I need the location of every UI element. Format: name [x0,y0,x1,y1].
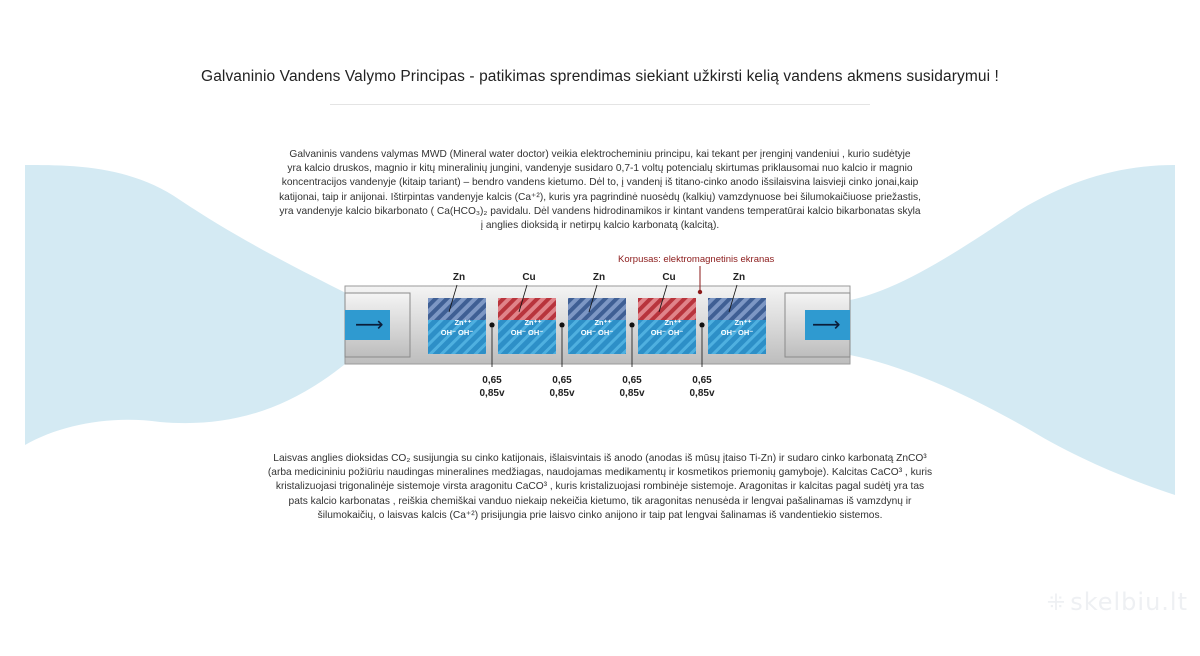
voltage-value-high: 0,85v [689,388,715,399]
zinc-ion-label: Zn⁺⁺ [594,318,612,327]
voltage-point [489,322,494,327]
explanation-line: Laisvas anglies dioksidas CO₂ susijungia su cinko katijonais, išlaisvintais iš anodo (anodas iš mūsų įtaiso Ti-Zn) ir sudaro cinko karbonatą ZnCO³ [273,453,927,464]
metal-label: Cu [662,272,676,283]
hydroxide-ion-label: OH⁻ OH⁻ [720,328,754,337]
voltage-point [699,322,704,327]
watermark-text: skelbiu.lt [1070,588,1188,616]
intro-line: yra kalcio druskos, magnio ir kitų mineralinių jungini, vandenyje susidaro 0,7-1 voltų potencialų skirtumas priklausomai nuo kalcio ir magnio [287,163,913,175]
intro-line: katijonai, taip ir anijonai. Ištirpintas vandenyje kalcis (Ca⁺²), kuris yra pagrindinė nuosėdų (kalkių) vamzdynuose bei šilumokaičiuose priežastis, [279,191,921,203]
explanation-line: kristalizuojasi trigonalinėje sistemoje virsta aragonitu CaCO³ , kuris kristalizuojasi rombinėje sistemoje. Aragonitas ir kalcitas pagal sudėtį yra tas [275,481,925,493]
page-title: Galvaninio Vandens Valymo Principas - patikimas sprendimas siekiant užkirsti kelią vandens akmens susidarymui ! [201,68,999,85]
skelbiu-logo-icon: ⁜ [1046,591,1067,616]
zinc-electrode [568,298,626,320]
zinc-ion-label: Zn⁺⁺ [524,318,542,327]
hydroxide-ion-label: OH⁻ OH⁻ [440,328,474,337]
title-divider [330,104,870,105]
intro-line: koncentracijos vandenyje (kitaip tariant) – bendro vandens kietumo. Dėl to, į vandenį iš titano-cinko anodo išsilaisvina laisvieji cinko jonai,kaip [281,177,919,189]
metal-label: Zn [452,272,466,283]
zinc-ion-label: Zn⁺⁺ [734,318,752,327]
voltage-point [629,322,634,327]
metal-label: Zn [732,272,746,283]
intro-line: į anglies dioksidą ir netirpų kalcio karbonatą (kalcitą). [480,220,720,232]
zinc-electrode [428,298,486,320]
casing-leader-dot [698,290,702,294]
explanation-paragraph [225,452,975,523]
voltage-value-high: 0,85v [619,388,645,399]
copper-electrode [498,298,556,320]
copper-electrode [638,298,696,320]
voltage-value-low: 0,65 [692,375,712,386]
explanation-line: pats kalcio karbonatas , reiškia chemiškai vanduo niekaip nekeičia kietumo, tik aragonitas nenusėda ir lengvai pašalinamas iš vamzdynų ir [288,495,912,507]
metal-label: Cu [522,272,536,283]
hydroxide-ion-label: OH⁻ OH⁻ [580,328,614,337]
voltage-value-high: 0,85v [479,388,505,399]
intro-line: yra vandenyje kalcio bikarbonato ( Ca(HCO₃)₂ pavidalu. Dėl vandens hidrodinamikos ir kintant vandens temperatūrai kalcio bikarbonatas skyla [279,205,921,217]
hydroxide-ion-label: OH⁻ OH⁻ [650,328,684,337]
voltage-value-low: 0,65 [622,375,642,386]
metal-label: Zn [592,272,606,283]
voltage-value-high: 0,85v [549,388,575,399]
voltage-value-low: 0,65 [552,375,572,386]
explanation-line: (arba medicininiu požiūriu naudingas mineralines medžiagas, naudojamas medikamentų ir kosmetikos priemonių gamyboje). Kalcitas CaCO³ , kuris [267,467,933,479]
voltage-value-low: 0,65 [482,375,502,386]
voltage-point [559,322,564,327]
casing-label: Korpusas: elektromagnetinis ekranas [618,254,775,265]
explanation-line: šilumokaičių, o laisvas kalcis (Ca⁺²) prisijungia prie laisvo cinko anijono ir taip pat lengvai šalinamas iš vandentiekio sistemos. [317,509,883,521]
zinc-ion-label: Zn⁺⁺ [454,318,472,327]
hydroxide-ion-label: OH⁻ OH⁻ [510,328,544,337]
zinc-ion-label: Zn⁺⁺ [664,318,682,327]
flow-arrow-in-icon: ⟶ [355,312,384,336]
zinc-electrode [708,298,766,320]
intro-line: Galvaninis vandens valymas MWD (Mineral water doctor) veikia elektrocheminiu principu, kai tekant per įrenginį vandeniui , kurio sudėtyje [289,149,911,160]
watermark [1047,588,1188,616]
intro-paragraph [230,148,970,233]
flow-arrow-out-icon: ⟶ [812,312,841,336]
